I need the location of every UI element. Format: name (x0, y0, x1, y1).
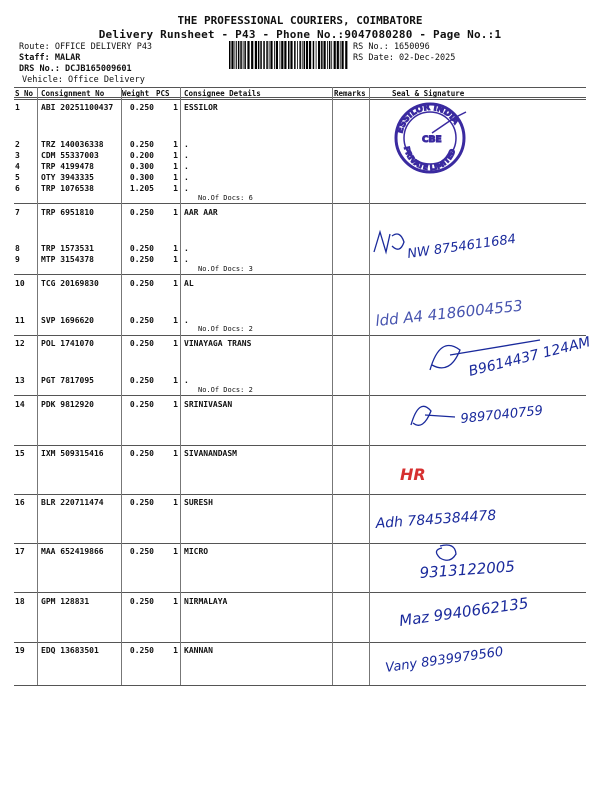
row-group-divider (14, 685, 586, 686)
doc-count-label: No.Of Docs: 2 (198, 386, 253, 394)
row-consignee: AL (184, 279, 194, 288)
row-pcs: 1 (173, 498, 178, 507)
staff-label: Staff: MALAR (19, 53, 81, 63)
row-consignee: VINAYAGA TRANS (184, 339, 252, 348)
route-label: Route: OFFICE DELIVERY P43 (19, 42, 153, 52)
row-sno: 12 (15, 339, 25, 348)
row-consignment-no: TRP 1076538 (41, 184, 94, 193)
doc-count-label: No.Of Docs: 2 (198, 325, 253, 333)
row-weight: 0.250 (129, 316, 154, 325)
doc-count-label: No.Of Docs: 6 (198, 194, 253, 202)
svg-text:ESSILOR INDIA (395, 103, 460, 135)
row-consignment-no: POL 1741070 (41, 339, 94, 348)
row-consignment-no: OTY 3943335 (41, 173, 94, 182)
row-weight: 0.250 (129, 279, 154, 288)
row-sno: 17 (15, 547, 25, 556)
row-consignee: MICRO (184, 547, 209, 556)
row-consignee: . (184, 316, 189, 325)
row-weight: 0.250 (129, 339, 154, 348)
rs-number: RS No.: 1650096 (353, 42, 430, 52)
row-sno: 19 (15, 646, 25, 655)
row-consignment-no: IXM 509315416 (41, 449, 104, 458)
col-header-sno: S No (15, 89, 34, 98)
row-sno: 16 (15, 498, 25, 507)
row-sno: 3 (15, 151, 20, 160)
row-weight: 0.250 (129, 244, 154, 253)
signature-row-16 (372, 500, 572, 540)
svg-text:B9614437 124AM: B9614437 124AM (467, 334, 593, 380)
row-consignment-no: TRP 6951810 (41, 208, 94, 217)
row-sno: 7 (15, 208, 20, 217)
col-header-signature: Seal & Signature (392, 89, 465, 98)
signature-row-12 (420, 330, 600, 390)
row-group-divider (14, 445, 586, 446)
row-weight: 0.250 (129, 400, 154, 409)
row-weight: 0.250 (129, 255, 154, 264)
row-consignee: SURESH (184, 498, 213, 507)
vehicle-label: Vehicle: Office Delivery (22, 75, 145, 85)
row-consignment-no: ABI 20251100437 (41, 103, 114, 112)
row-pcs: 1 (173, 547, 178, 556)
svg-text:9313122005: 9313122005 (419, 557, 516, 582)
row-sno: 4 (15, 162, 20, 171)
row-consignee: . (184, 255, 189, 264)
row-weight: 0.250 (129, 646, 154, 655)
col-header-remarks: Remarks (334, 89, 366, 98)
signature-row-17 (400, 540, 580, 590)
row-weight: 0.200 (129, 151, 154, 160)
drs-label: DRS No.: DCJB165009601 (19, 64, 132, 74)
row-sno: 18 (15, 597, 25, 606)
row-sno: 2 (15, 140, 20, 149)
row-pcs: 1 (173, 184, 178, 193)
row-consignment-no: TRZ 140036338 (41, 140, 104, 149)
runsheet-subtitle: Delivery Runsheet - P43 - Phone No.:9047080280 - Page No.:1 (98, 28, 502, 41)
row-weight: 0.250 (129, 208, 154, 217)
row-consignment-no: BLR 220711474 (41, 498, 104, 507)
row-consignee: KANNAN (184, 646, 213, 655)
row-consignee: . (184, 184, 189, 193)
row-consignee: SIVANANDASM (184, 449, 237, 458)
company-stamp (392, 98, 492, 178)
row-weight: 0.250 (129, 597, 154, 606)
col-header-pcs: PCS (156, 89, 170, 98)
row-weight: 0.250 (129, 140, 154, 149)
row-sno: 5 (15, 173, 20, 182)
row-weight: 0.300 (129, 173, 154, 182)
stamp-bottom-text: PRIVATE LIMITED (402, 145, 458, 173)
svg-text:HR: HR (400, 465, 426, 484)
row-consignee: SRINIVASAN (184, 400, 233, 409)
row-pcs: 1 (173, 376, 178, 385)
row-pcs: 1 (173, 151, 178, 160)
signature-row-7 (370, 222, 530, 272)
stamp-center-text: CBE (422, 135, 442, 145)
signature-row-15 (398, 458, 448, 488)
row-sno: 6 (15, 184, 20, 193)
row-weight: 0.250 (129, 449, 154, 458)
row-group-divider (14, 494, 586, 495)
row-pcs: 1 (173, 173, 178, 182)
stamp-top-text: ESSILOR INDIA (395, 102, 461, 135)
col-divider (332, 87, 333, 685)
row-pcs: 1 (173, 140, 178, 149)
col-header-consignment: Consignment No (41, 89, 105, 98)
row-pcs: 1 (173, 162, 178, 171)
rs-date: RS Date: 02-Dec-2025 (353, 53, 456, 63)
svg-text:ldd A4 4186004553: ldd A4 4186004553 (374, 296, 524, 330)
row-weight: 0.250 (129, 547, 154, 556)
col-header-consignee: Consignee Details (184, 89, 261, 98)
signature-row-19 (382, 640, 582, 685)
row-pcs: 1 (173, 255, 178, 264)
row-pcs: 1 (173, 208, 178, 217)
row-sno: 8 (15, 244, 20, 253)
row-group-divider (14, 87, 586, 88)
svg-text:Adh 7845384478: Adh 7845384478 (375, 507, 497, 532)
row-consignee: . (184, 173, 189, 182)
row-pcs: 1 (173, 449, 178, 458)
row-pcs: 1 (173, 244, 178, 253)
svg-text:Vany 8939979560: Vany 8939979560 (384, 644, 505, 676)
doc-count-label: No.Of Docs: 3 (198, 265, 253, 273)
row-pcs: 1 (173, 103, 178, 112)
row-consignee: . (184, 244, 189, 253)
row-weight: 0.250 (129, 376, 154, 385)
svg-text:Maz 9940662135: Maz 9940662135 (398, 594, 530, 630)
row-consignee: . (184, 162, 189, 171)
row-consignee: . (184, 376, 189, 385)
row-consignee: . (184, 140, 189, 149)
runsheet-title: THE PROFESSIONAL COURIERS, COIMBATORE (177, 14, 423, 27)
row-consignment-no: GPM 128831 (41, 597, 90, 606)
signature-row-18 (396, 590, 596, 640)
barcode (229, 41, 349, 69)
row-group-divider (14, 203, 586, 204)
col-divider (369, 87, 370, 685)
row-sno: 15 (15, 449, 25, 458)
row-consignee: AAR AAR (184, 208, 218, 217)
row-pcs: 1 (173, 279, 178, 288)
col-header-weight: Weight (122, 89, 150, 98)
row-sno: 13 (15, 376, 25, 385)
row-consignment-no: TRP 1573531 (41, 244, 94, 253)
col-divider (180, 87, 181, 685)
row-consignment-no: SVP 1696620 (41, 316, 94, 325)
row-consignment-no: MAA 652419866 (41, 547, 104, 556)
row-weight: 1.205 (129, 184, 154, 193)
row-consignment-no: EDQ 13683501 (41, 646, 99, 655)
row-sno: 10 (15, 279, 25, 288)
row-weight: 0.250 (129, 103, 154, 112)
svg-text:NW 8754611684: NW 8754611684 (406, 231, 517, 262)
row-weight: 0.300 (129, 162, 154, 171)
row-group-divider (14, 274, 586, 275)
row-consignment-no: TRP 4199478 (41, 162, 94, 171)
row-consignment-no: TCG 20169830 (41, 279, 99, 288)
signature-row-14 (405, 395, 565, 440)
svg-text:9897040759: 9897040759 (459, 403, 544, 427)
row-weight: 0.250 (129, 498, 154, 507)
row-consignment-no: CDM 55337003 (41, 151, 99, 160)
row-consignment-no: PGT 7817095 (41, 376, 94, 385)
row-group-divider (14, 99, 586, 100)
row-sno: 9 (15, 255, 20, 264)
row-consignee: . (184, 151, 189, 160)
row-pcs: 1 (173, 316, 178, 325)
row-pcs: 1 (173, 400, 178, 409)
row-sno: 1 (15, 103, 20, 112)
row-consignee: ESSILOR (184, 103, 218, 112)
row-pcs: 1 (173, 646, 178, 655)
row-consignment-no: PDK 9812920 (41, 400, 94, 409)
row-sno: 14 (15, 400, 25, 409)
row-consignment-no: MTP 3154378 (41, 255, 94, 264)
svg-text:PRIVATE LIMITED (402, 146, 457, 173)
row-pcs: 1 (173, 339, 178, 348)
col-divider (37, 87, 38, 685)
row-pcs: 1 (173, 597, 178, 606)
row-sno: 11 (15, 316, 25, 325)
row-consignee: NIRMALAYA (184, 597, 228, 606)
